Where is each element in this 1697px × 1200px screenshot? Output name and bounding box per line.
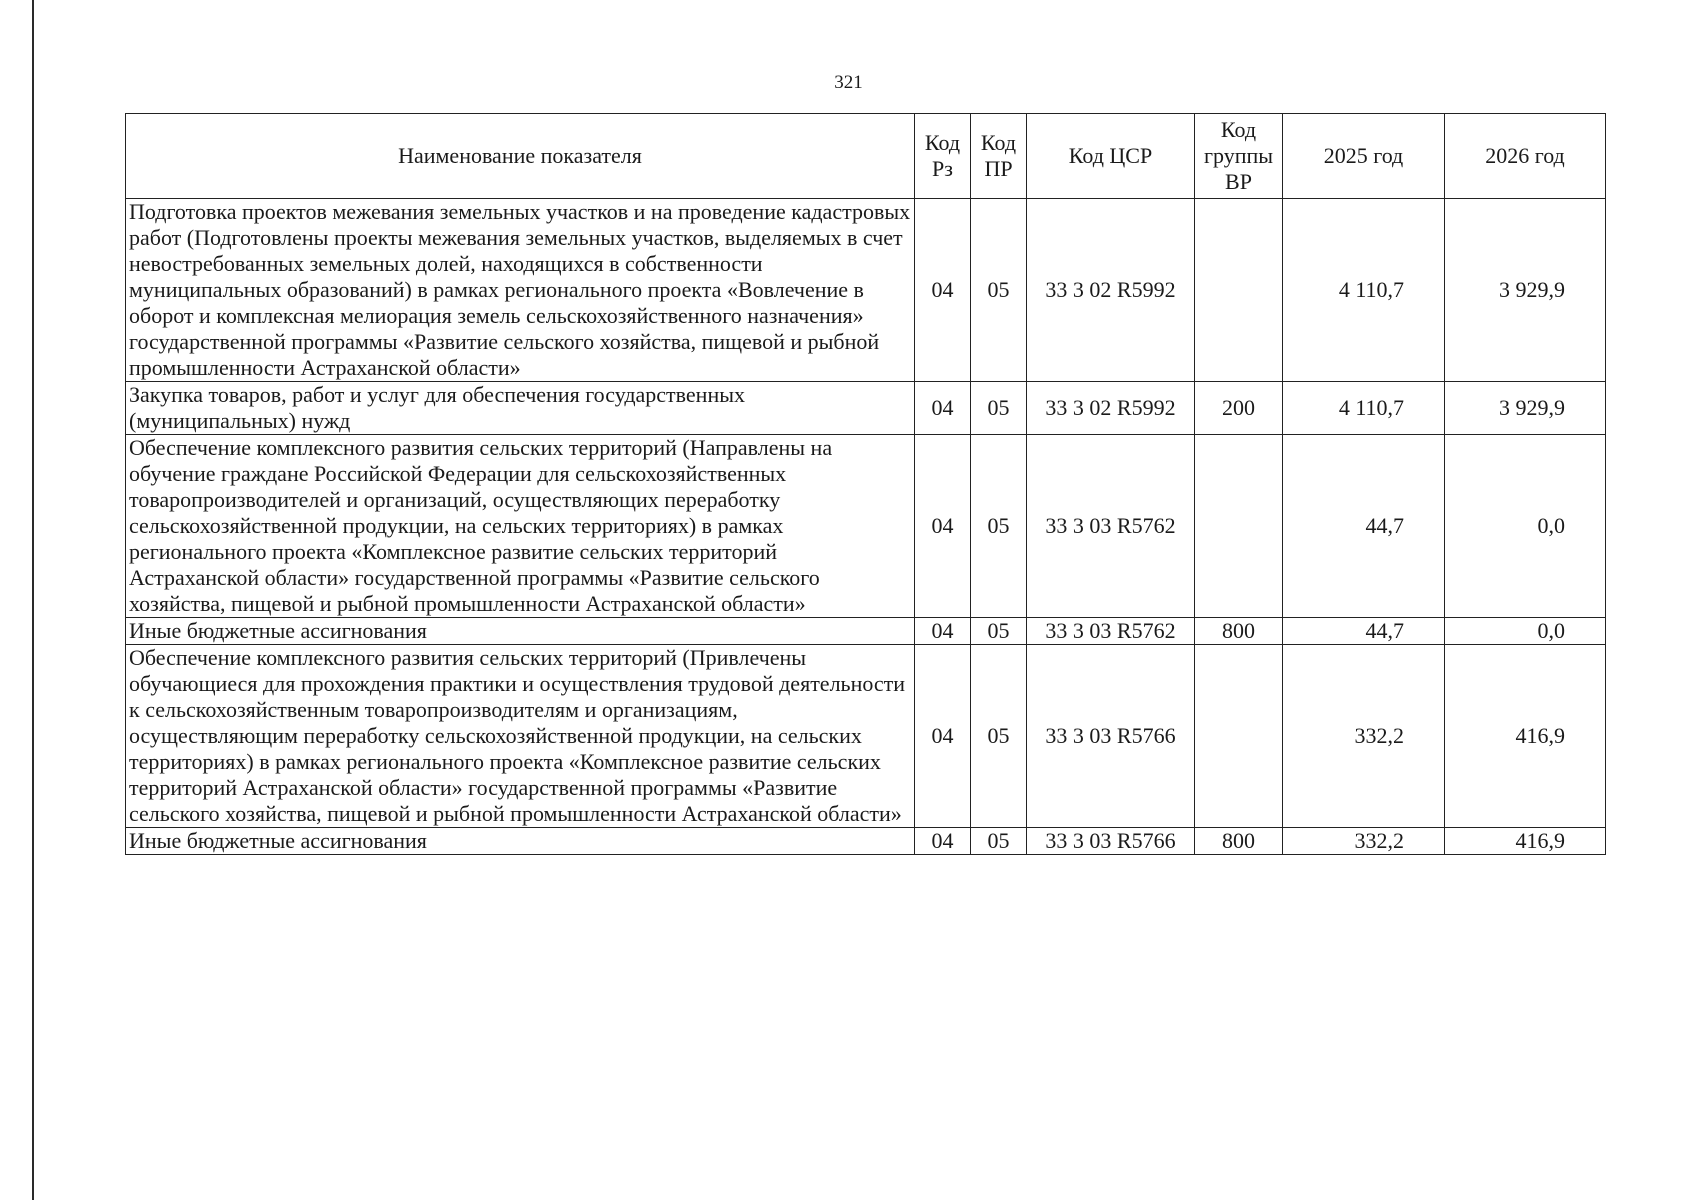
header-vr: Код группы ВР bbox=[1195, 114, 1283, 199]
cell-csr: 33 3 03 R5762 bbox=[1027, 618, 1195, 645]
cell-name: Подготовка проектов межевания земельных участков и на проведение кадастровых работ (Подготовлены проекты межевания земельных участков, выделяемых в счет невостребованных земельных долей, находящихся в собственности муниципальных образований) в рамках регионального проекта «Вовлечение в оборот и комплексная мелиорация земель сельскохозяйственного назначения» государственной программы «Развитие сельского хозяйства, пищевой и рыбной промышленности Астраханской области» bbox=[126, 199, 915, 382]
cell-2026: 416,9 bbox=[1445, 828, 1606, 855]
cell-csr: 33 3 03 R5766 bbox=[1027, 828, 1195, 855]
left-margin-rule bbox=[32, 0, 34, 1200]
header-csr: Код ЦСР bbox=[1027, 114, 1195, 199]
table-row bbox=[126, 618, 1606, 645]
cell-2025: 4 110,7 bbox=[1283, 382, 1445, 435]
cell-vr bbox=[1195, 199, 1283, 382]
page-number: 321 bbox=[834, 72, 863, 93]
cell-pr: 05 bbox=[971, 618, 1027, 645]
cell-vr bbox=[1195, 645, 1283, 828]
cell-pr: 05 bbox=[971, 645, 1027, 828]
cell-2026: 416,9 bbox=[1445, 645, 1606, 828]
cell-pr: 05 bbox=[971, 828, 1027, 855]
cell-2025: 332,2 bbox=[1283, 828, 1445, 855]
cell-name: Обеспечение комплексного развития сельских территорий (Привлечены обучающиеся для прохождения практики и осуществления трудовой деятельности к сельскохозяйственным товаропроизводителям и организациям, осуществляющим переработку сельскохозяйственной продукции, на сельских территориях) в рамках регионального проекта «Комплексное развитие сельских территорий Астраханской области» государственной программы «Развитие сельского хозяйства, пищевой и рыбной промышленности Астраханской области» bbox=[126, 645, 915, 828]
header-2025: 2025 год bbox=[1283, 114, 1445, 199]
cell-2026: 3 929,9 bbox=[1445, 382, 1606, 435]
header-pr: Код ПР bbox=[971, 114, 1027, 199]
cell-2025: 332,2 bbox=[1283, 645, 1445, 828]
cell-rz: 04 bbox=[915, 199, 971, 382]
cell-rz: 04 bbox=[915, 828, 971, 855]
cell-csr: 33 3 03 R5762 bbox=[1027, 435, 1195, 618]
cell-2025: 44,7 bbox=[1283, 435, 1445, 618]
table-header-row bbox=[126, 114, 1606, 199]
cell-rz: 04 bbox=[915, 645, 971, 828]
table-row bbox=[126, 199, 1606, 382]
cell-2025: 44,7 bbox=[1283, 618, 1445, 645]
budget-table bbox=[125, 113, 1606, 855]
header-name: Наименование показателя bbox=[126, 114, 915, 199]
cell-name: Иные бюджетные ассигнования bbox=[126, 618, 915, 645]
cell-pr: 05 bbox=[971, 435, 1027, 618]
cell-vr: 800 bbox=[1195, 828, 1283, 855]
table-row bbox=[126, 828, 1606, 855]
cell-2026: 0,0 bbox=[1445, 435, 1606, 618]
table-row bbox=[126, 435, 1606, 618]
header-rz: Код Рз bbox=[915, 114, 971, 199]
cell-pr: 05 bbox=[971, 382, 1027, 435]
cell-rz: 04 bbox=[915, 382, 971, 435]
header-2026: 2026 год bbox=[1445, 114, 1606, 199]
table-row bbox=[126, 382, 1606, 435]
cell-rz: 04 bbox=[915, 618, 971, 645]
cell-name: Закупка товаров, работ и услуг для обеспечения государственных (муниципальных) нужд bbox=[126, 382, 915, 435]
cell-pr: 05 bbox=[971, 199, 1027, 382]
cell-name: Иные бюджетные ассигнования bbox=[126, 828, 915, 855]
cell-2025: 4 110,7 bbox=[1283, 199, 1445, 382]
cell-2026: 3 929,9 bbox=[1445, 199, 1606, 382]
cell-csr: 33 3 02 R5992 bbox=[1027, 199, 1195, 382]
cell-rz: 04 bbox=[915, 435, 971, 618]
cell-csr: 33 3 03 R5766 bbox=[1027, 645, 1195, 828]
cell-vr bbox=[1195, 435, 1283, 618]
cell-vr: 800 bbox=[1195, 618, 1283, 645]
cell-vr: 200 bbox=[1195, 382, 1283, 435]
table-row bbox=[126, 645, 1606, 828]
cell-2026: 0,0 bbox=[1445, 618, 1606, 645]
cell-csr: 33 3 02 R5992 bbox=[1027, 382, 1195, 435]
cell-name: Обеспечение комплексного развития сельских территорий (Направлены на обучение граждане Российской Федерации для сельскохозяйственных товаропроизводителей и организаций, осуществляющих переработку сельскохозяйственной продукции, на сельских территориях) в рамках регионального проекта «Комплексное развитие сельских территорий Астраханской области» государственной программы «Развитие сельского хозяйства, пищевой и рыбной промышленности Астраханской области» bbox=[126, 435, 915, 618]
